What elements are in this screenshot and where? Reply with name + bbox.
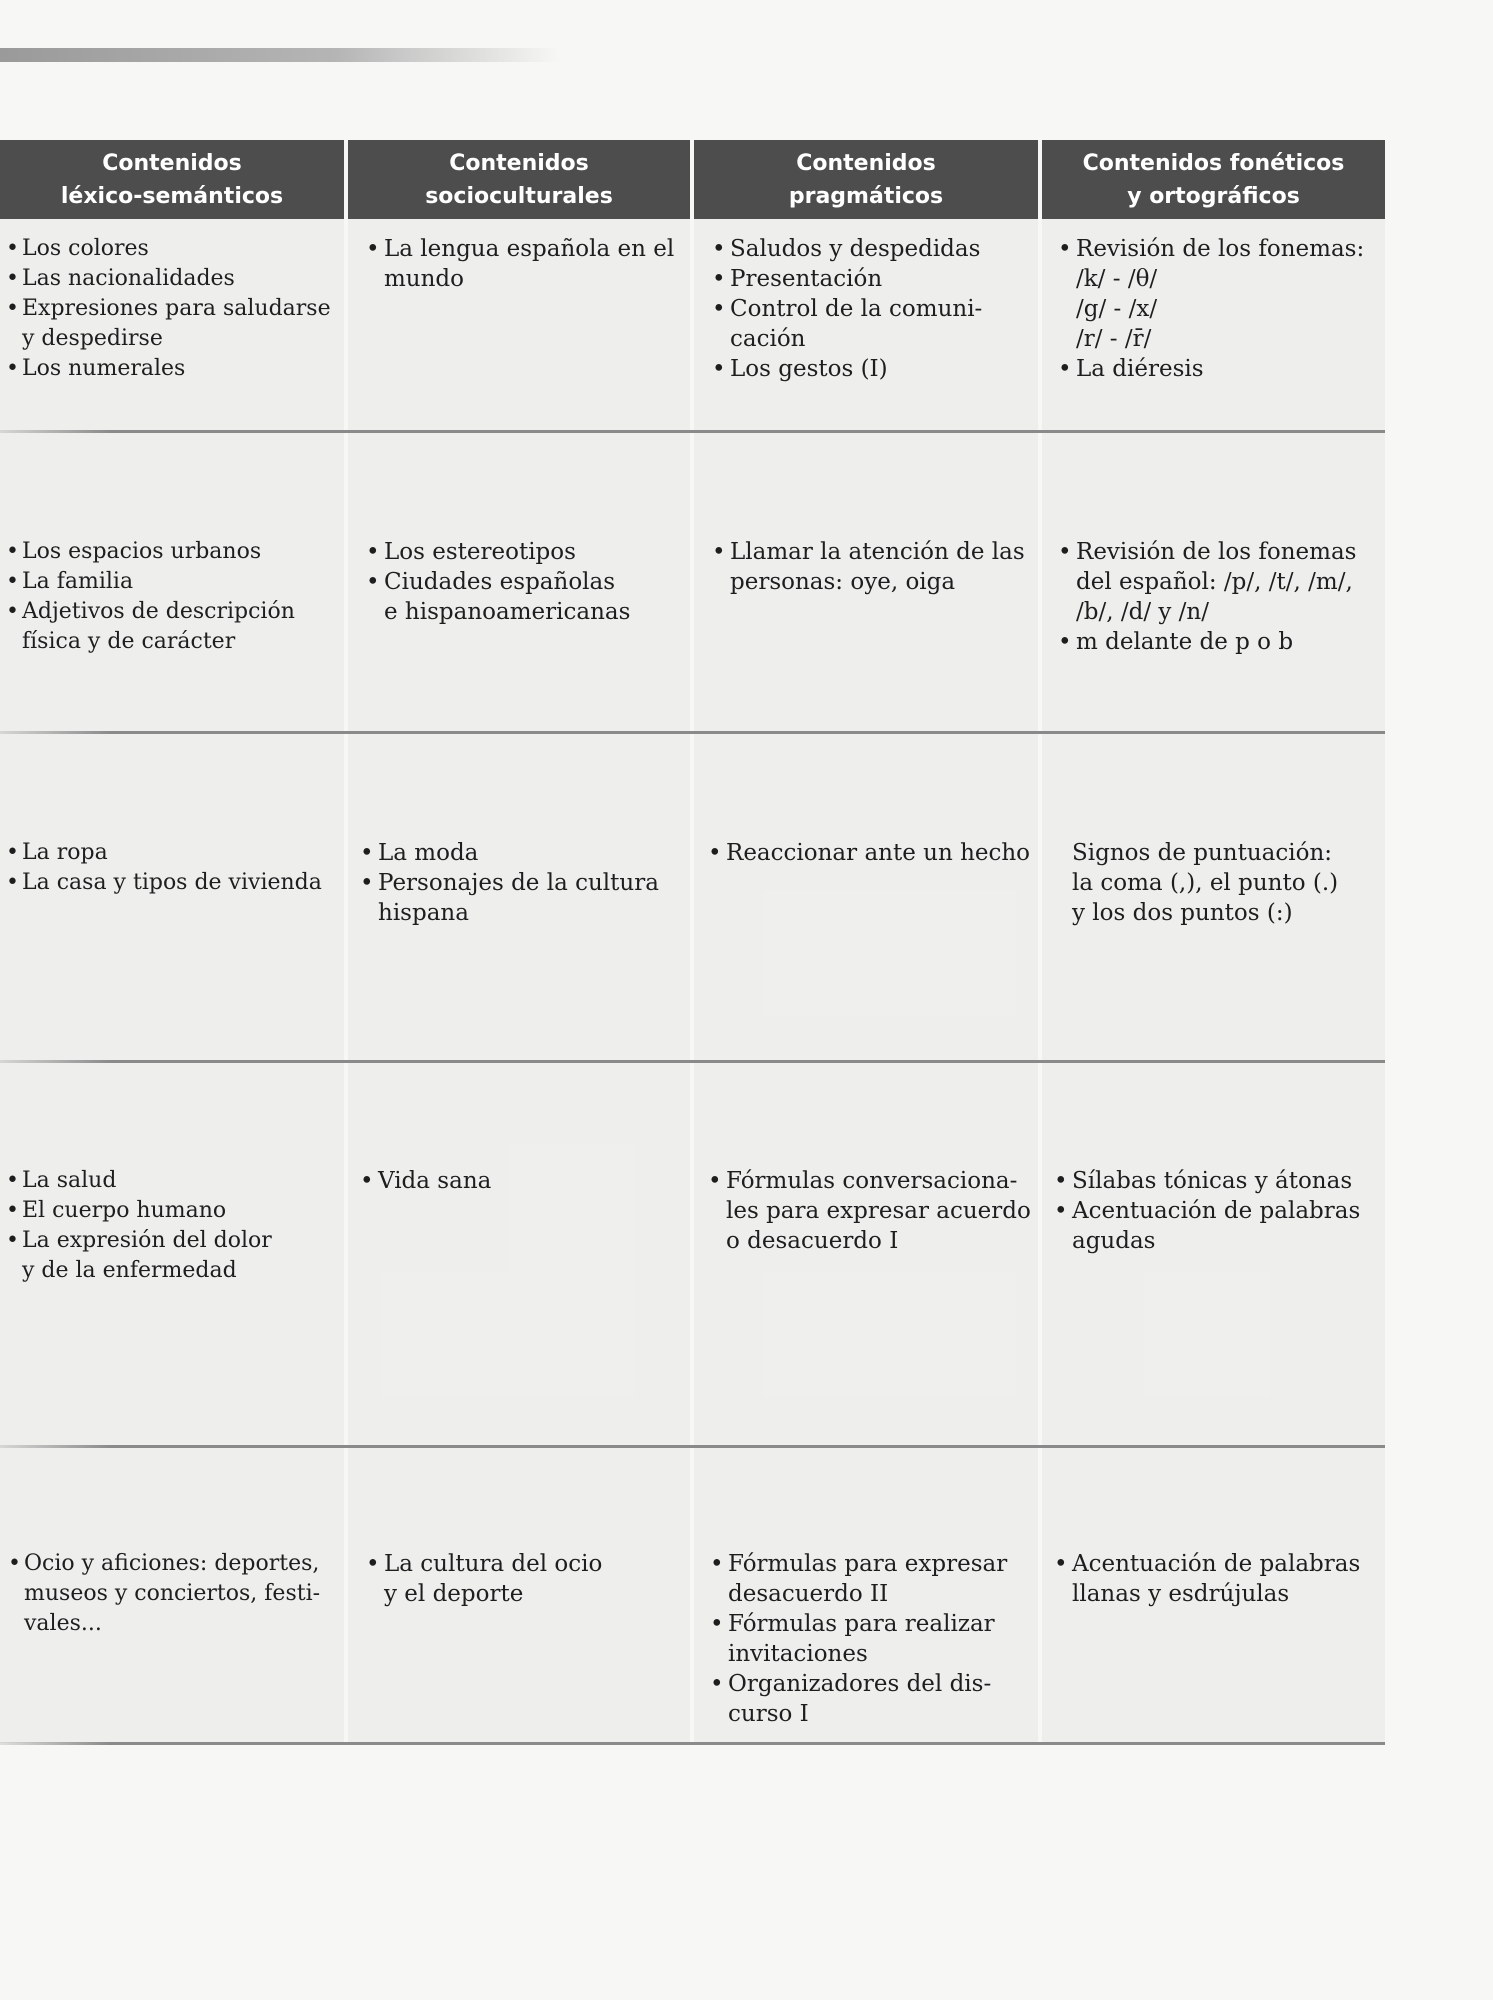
row-divider xyxy=(0,1060,1385,1063)
row-5-fonetica xyxy=(1050,1549,1384,1609)
header-pragmaticos: Contenidos pragmáticos xyxy=(694,140,1038,219)
list-item: • Vida sana xyxy=(356,1166,686,1196)
list-item: • Revisión de los fonemas del español: /p/, /t/, /m/, /b/, /d/ y /n/ xyxy=(1054,537,1384,627)
row-3-pragma xyxy=(704,838,1036,868)
row-5-pragma xyxy=(706,1549,1036,1729)
list-item: • Expresiones para saludarse y despedirse xyxy=(6,294,342,354)
list-item: • Presentación xyxy=(708,264,1035,294)
list-item: • Revisión de los fonemas: /k/ - /θ/ /g/ - /x/ /r/ - /r̄/ xyxy=(1054,234,1384,354)
header-lexico-semanticos: Contenidos léxico-semánticos xyxy=(0,140,344,219)
list-item: • Los colores xyxy=(6,234,342,264)
row-4-pragma xyxy=(704,1166,1036,1256)
row-2-socio xyxy=(362,537,687,627)
column-shade-lexico xyxy=(0,218,344,1743)
row-5-socio xyxy=(362,1549,687,1609)
column-shade-pragma xyxy=(694,218,1038,1743)
list-item: • Reaccionar ante un hecho xyxy=(704,838,1036,868)
list-item: • Llamar la atención de las personas: oye, oiga xyxy=(708,537,1035,597)
list-item: • La salud xyxy=(6,1166,342,1196)
row-5-lexico xyxy=(8,1549,342,1639)
row-divider xyxy=(0,731,1385,734)
row-2-pragma xyxy=(708,537,1035,597)
row-3-lexico xyxy=(6,838,342,898)
list-item: • Fórmulas para expresar desacuerdo II xyxy=(706,1549,1036,1609)
row-1-pragma xyxy=(708,234,1035,384)
row-1-fonetica xyxy=(1054,234,1384,384)
list-item: • Organizadores del dis- curso I xyxy=(706,1669,1036,1729)
row-divider xyxy=(0,430,1385,433)
list-item: • Personajes de la cultura hispana xyxy=(356,868,686,928)
list-item: • La familia xyxy=(6,567,342,597)
list-item: • La diéresis xyxy=(1054,354,1384,384)
row-4-socio xyxy=(356,1166,686,1196)
list-item: • La ropa xyxy=(6,838,342,868)
list-item: • La casa y tipos de vivienda xyxy=(6,868,342,898)
list-item: • Ocio y aficiones: deportes, museos y conciertos, festi- vales... xyxy=(8,1549,342,1639)
table-header-row xyxy=(0,140,1385,219)
header-socioculturales: Contenidos socioculturales xyxy=(348,140,690,219)
list-item: • Acentuación de palabras agudas xyxy=(1050,1196,1384,1256)
list-item: • Fórmulas para realizar invitaciones xyxy=(706,1609,1036,1669)
list-item: Signos de puntuación: la coma (,), el punto (.) y los dos puntos (:) xyxy=(1072,840,1339,926)
row-4-fonetica xyxy=(1050,1166,1384,1256)
list-item: • Adjetivos de descripción física y de carácter xyxy=(6,597,342,657)
list-item: • m delante de p o b xyxy=(1054,627,1384,657)
list-item: • Saludos y despedidas xyxy=(708,234,1035,264)
row-2-fonetica xyxy=(1054,537,1384,657)
list-item: • Acentuación de palabras llanas y esdrújulas xyxy=(1050,1549,1384,1609)
list-item: • La lengua española en el mundo xyxy=(362,234,687,294)
header-foneticos-ortograficos: Contenidos fonéticos y ortográficos xyxy=(1042,140,1385,219)
list-item: • Los espacios urbanos xyxy=(6,537,342,567)
row-divider xyxy=(0,1445,1385,1448)
list-item: • Los numerales xyxy=(6,354,342,384)
list-item: • Control de la comuni- cación xyxy=(708,294,1035,354)
row-3-socio xyxy=(356,838,686,928)
list-item: • Los estereotipos xyxy=(362,537,687,567)
page-top-band xyxy=(0,48,560,62)
list-item: • La expresión del dolor y de la enfermedad xyxy=(6,1226,342,1286)
row-1-socio xyxy=(362,234,687,294)
list-item: • Los gestos (I) xyxy=(708,354,1035,384)
list-item: • Las nacionalidades xyxy=(6,264,342,294)
column-shade-fonetica xyxy=(1042,218,1385,1743)
list-item: • Fórmulas conversaciona- les para expresar acuerdo o desacuerdo I xyxy=(704,1166,1036,1256)
list-item: • Sílabas tónicas y átonas xyxy=(1050,1166,1384,1196)
list-item: • La moda xyxy=(356,838,686,868)
row-4-lexico xyxy=(6,1166,342,1286)
list-item: • Ciudades españolas e hispanoamericanas xyxy=(362,567,687,627)
row-divider xyxy=(0,1742,1385,1745)
row-3-fonetica xyxy=(1050,838,1384,928)
column-shade-socio xyxy=(348,218,690,1743)
row-2-lexico xyxy=(6,537,342,657)
list-item: • La cultura del ocio y el deporte xyxy=(362,1549,687,1609)
row-1-lexico xyxy=(6,234,342,384)
list-item: • El cuerpo humano xyxy=(6,1196,342,1226)
